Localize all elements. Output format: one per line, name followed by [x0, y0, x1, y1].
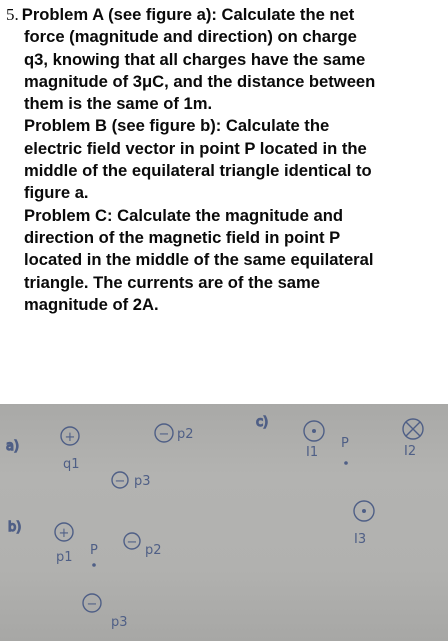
- charge-sign: −: [158, 427, 170, 442]
- problem-statement: [6, 4, 442, 316]
- problem-line: magnitude of 3μC, and the distance between: [24, 71, 376, 91]
- figure-b-charge-p1: [55, 523, 73, 565]
- problem-line: electric field vector in point P located in the: [24, 138, 367, 158]
- figure-a-charge-p2: [155, 424, 194, 442]
- charge-sign: −: [86, 597, 98, 612]
- problem-line: magnitude of 2A.: [24, 294, 159, 314]
- dot-icon: [362, 509, 366, 513]
- charge-label: q1: [63, 457, 80, 472]
- figure-b-label: b): [8, 520, 22, 535]
- problem-line: Problem C: Calculate the magnitude and: [24, 205, 344, 225]
- charge-label: p3: [134, 474, 151, 489]
- charge-label: p2: [177, 427, 194, 442]
- problem-line: triangle. The currents are of the same: [24, 272, 321, 292]
- figure-a-charge-q1: [61, 427, 80, 472]
- figure-c-current-i2: [403, 419, 423, 459]
- charge-label: p1: [56, 550, 73, 565]
- figure-a-charge-p3: [112, 472, 151, 489]
- problem-line: Problem B (see figure b): Calculate the: [24, 116, 330, 136]
- dot-icon: [312, 429, 316, 433]
- current-label: I2: [404, 444, 417, 459]
- handwritten-figure-photo: [0, 404, 448, 641]
- point-label: P: [90, 543, 98, 558]
- problem-line: 5. Problem A (see figure a): Calculate the net: [6, 5, 355, 24]
- current-label: I3: [354, 532, 367, 547]
- problem-line: figure a.: [24, 183, 89, 203]
- figure-c-label: c): [256, 415, 269, 430]
- problem-line: q3, knowing that all charges have the same: [24, 49, 366, 69]
- problem-line: direction of the magnetic field in point P: [24, 227, 341, 247]
- problem-line: located in the middle of the same equilateral: [24, 250, 374, 270]
- charge-sign: −: [126, 535, 138, 550]
- problem-line: middle of the equilateral triangle identical to: [24, 161, 372, 181]
- point-label: P: [341, 436, 349, 451]
- figure-c-current-i1: [304, 421, 324, 460]
- cross-icon: [406, 422, 420, 436]
- charge-sign: −: [114, 474, 126, 489]
- charge-sign: +: [58, 526, 70, 541]
- figure-a-label: a): [6, 439, 20, 454]
- current-label: I1: [306, 445, 319, 460]
- figure-c-point-p: [341, 436, 349, 465]
- problem-line: force (magnitude and direction) on charge: [24, 27, 357, 47]
- problem-number: 5.: [6, 5, 19, 24]
- charge-label: p3: [111, 615, 128, 630]
- figure-c-current-i3: [354, 501, 374, 547]
- charge-sign: +: [64, 430, 76, 445]
- figure-b-point-p: [90, 543, 98, 567]
- figure-b-charge-p2: [124, 533, 162, 558]
- figure-b-charge-p3: [83, 594, 128, 630]
- charge-label: p2: [145, 543, 162, 558]
- problem-line: them is the same of 1m.: [24, 94, 213, 114]
